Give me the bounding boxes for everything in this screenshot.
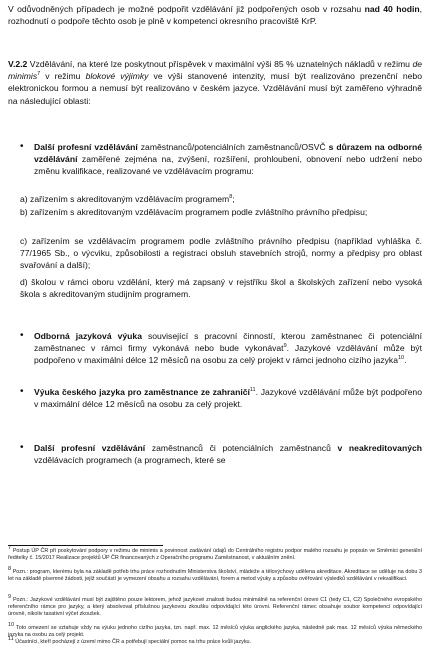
footnote-8-number: 8: [8, 566, 12, 573]
bullet-marker-2: •: [20, 330, 24, 341]
section-v22-paragraph: [8, 58, 422, 107]
footnote-7: [8, 545, 422, 562]
footnote-7-text: Postup ÚP ČR při poskytování podpory v režimu de minimis a povinnost zadávání údajů do Centrálního registru podpor malého rozsahu je popsán ve Směrnici generální ředitelky č. 15/2017 Realizace projektů ÚP ČR financovaných z Operačního programu Zaměstnanost, v aktuálním znění.: [8, 548, 422, 561]
bullet-3-bold: Výuka českého jazyka pro zaměstnance ze zahraničí: [34, 387, 250, 397]
bullet-1-item-b: b) zařízením s akreditovaným vzdělávacím programem podle zvláštního právního předpisu;: [20, 207, 368, 217]
item-a-end: ;: [232, 194, 235, 204]
section-block-exemption: blokové výjimky: [85, 71, 149, 82]
bullet-4-paragraph: [34, 442, 422, 466]
bullet-2-bold: Odborná jazyková výuka: [34, 331, 142, 341]
bullet-4-bold-a: Další profesní vzdělávání: [34, 443, 146, 453]
bullet-4-text-a: zaměstnanců či potenciálních zaměstnanců: [145, 443, 338, 453]
footnote-10-number: 10: [8, 622, 15, 629]
footnote-ref-11: 11: [249, 387, 256, 394]
bullet-marker-3: •: [20, 386, 24, 397]
bullet-1-bold-b: s důrazem na odborné vzdělávání: [34, 142, 423, 165]
bullet-1-item-c: c) zařízením se vzdělávacím programem podle zvláštního právního předpisu (například vyhláška č. 77/1965 Sb., o výcviku, způsobilosti a registraci obsluh stavebních strojů, normy a předpisy pro oblast svařování a další);: [20, 236, 422, 271]
footnote-ref-7: 7: [37, 71, 41, 78]
section-text-c: ve výši stanovené intenzity, musí být realizováno prezenční nebo elektronickou formou a nemusí být realizováno v českém jazyce. Vzdělávání musí být zaměřeno výhradně na následující oblasti:: [8, 71, 422, 106]
section-de-minimis: de minimis: [8, 59, 422, 82]
footnote-8-text: Pozn.: program, kterému byla na základě potřeb trhu práce rozhodnutím Ministerstva školství, mládeže a tělovýchovy udělena akreditace. Akreditace se uděluje na dobu 3 let na základě písemné žádosti, jejíž součástí je vymezení obsahu a rozsahu vzdělávání, forem a metod výuky a způsobu ověřování výsledků vzdělávání v rekvalifikaci.: [8, 569, 422, 582]
item-a-text: a) zařízením s akreditovaným vzdělávacím programem: [20, 194, 230, 204]
intro-paragraph: [8, 3, 422, 27]
footnote-10: [8, 622, 422, 639]
footnote-8: [8, 566, 422, 583]
bullet-4-text-b: vzdělávacích programech (a programech, které se: [34, 455, 226, 466]
footnote-7-number: 7: [8, 545, 12, 552]
bullet-1-text-a: zaměstnanců/potenciálních zaměstnanců/OSVČ: [137, 142, 329, 152]
intro-text: V odůvodněných případech je možné podpořit vzdělávání již podpořených osob v rozsahu: [8, 4, 365, 14]
intro-text-end: , rozhodnutí o podpoře těchto osob je plně v kompetenci okresního pracoviště KrP.: [8, 4, 423, 27]
section-text-b: v režimu: [40, 71, 86, 82]
footnote-ref-9: 9: [283, 343, 287, 350]
footnote-separator: [8, 545, 163, 546]
bullet-1-text-b: zaměřené zejména na, zvýšení, rozšíření, prohloubení, obnovení nebo udržení nebo změnu kvalifikace, realizované ve vzdělávacím programu:: [34, 154, 422, 177]
bullet-2-text-a: související s pracovní činností, kterou zaměstnanec či potenciální zaměstnanec v rámci firmy vykonává nebo bude vykonávat: [34, 331, 423, 354]
bullet-1-bold-a: Další profesní vzdělávání: [34, 142, 138, 152]
bullet-3-text: . Jazykové vzdělávání může být podpořeno v maximální délce 12 měsíců na osobu za celý projekt.: [34, 387, 422, 410]
footnote-11-number: 11: [8, 636, 14, 643]
bullet-3-paragraph: [34, 386, 422, 410]
footnote-ref-8: 8: [229, 194, 233, 201]
footnote-11-text: Účastníci, kteří pocházejí z území mimo ČR a potřebují speciální pomoc na trhu práce kvůli jazyku.: [13, 639, 252, 645]
footnote-9-number: 9: [8, 594, 12, 601]
footnote-9-text: Pozn.: Jazykové vzdělávání musí být zajištěno pouze lektorem, jehož jazykové znalosti budou minimálně na referenční úrovni C1 (tedy C1, C2) Společného evropského referenčního rámce pro jazyky, a který absolvoval příslušnou jazykovou zkoušku odpovídající této úrovni. Referenční rámec obsahuje soubor kompetencí odpovídající úrovně, nikoliv taxativní výčet zkoušek.: [8, 597, 422, 617]
footnote-ref-10: 10: [398, 355, 405, 362]
section-number: V.2.2: [8, 59, 28, 69]
bullet-2-text-b: . Jazykové vzdělávání může být podpořeno v maximální délce 12 měsíců na osobu za celý projekt v rámci jednoho cizího jazyka: [34, 343, 422, 366]
footnote-9: [8, 594, 422, 618]
bullet-marker-1: •: [20, 141, 24, 152]
footnote-11: [8, 636, 422, 646]
bullet-1-heading: [34, 141, 422, 178]
bullet-1-item-d: d) školou v rámci oboru vzdělání, který má zapsaný v rejstříku škol a školských zařízení nebo vysoká škola s akreditovaným studijním programem.: [20, 277, 422, 300]
bullet-marker-4: •: [20, 442, 24, 453]
bullet-2-text-c: .: [404, 355, 407, 366]
bullet-4-bold-b: v neakreditovaných: [337, 443, 422, 453]
bullet-2-paragraph: [34, 330, 422, 367]
intro-bold-hours: nad 40 hodin: [364, 4, 420, 14]
section-text-a: Vzdělávání, na které lze poskytnout příspěvek v maximální výši 85 % uznatelných nákladů v režimu: [27, 59, 413, 69]
footnote-10-text: Toto omezení se vztahuje vždy na výuku jednoho cizího jazyka, tzn. např. max. 12 měsíců výuka anglického jazyka, následně pak max. 12 měsíců výuka německého jazyka na osobu za celý projekt.: [8, 625, 422, 638]
bullet-1-item-a: [20, 193, 422, 205]
